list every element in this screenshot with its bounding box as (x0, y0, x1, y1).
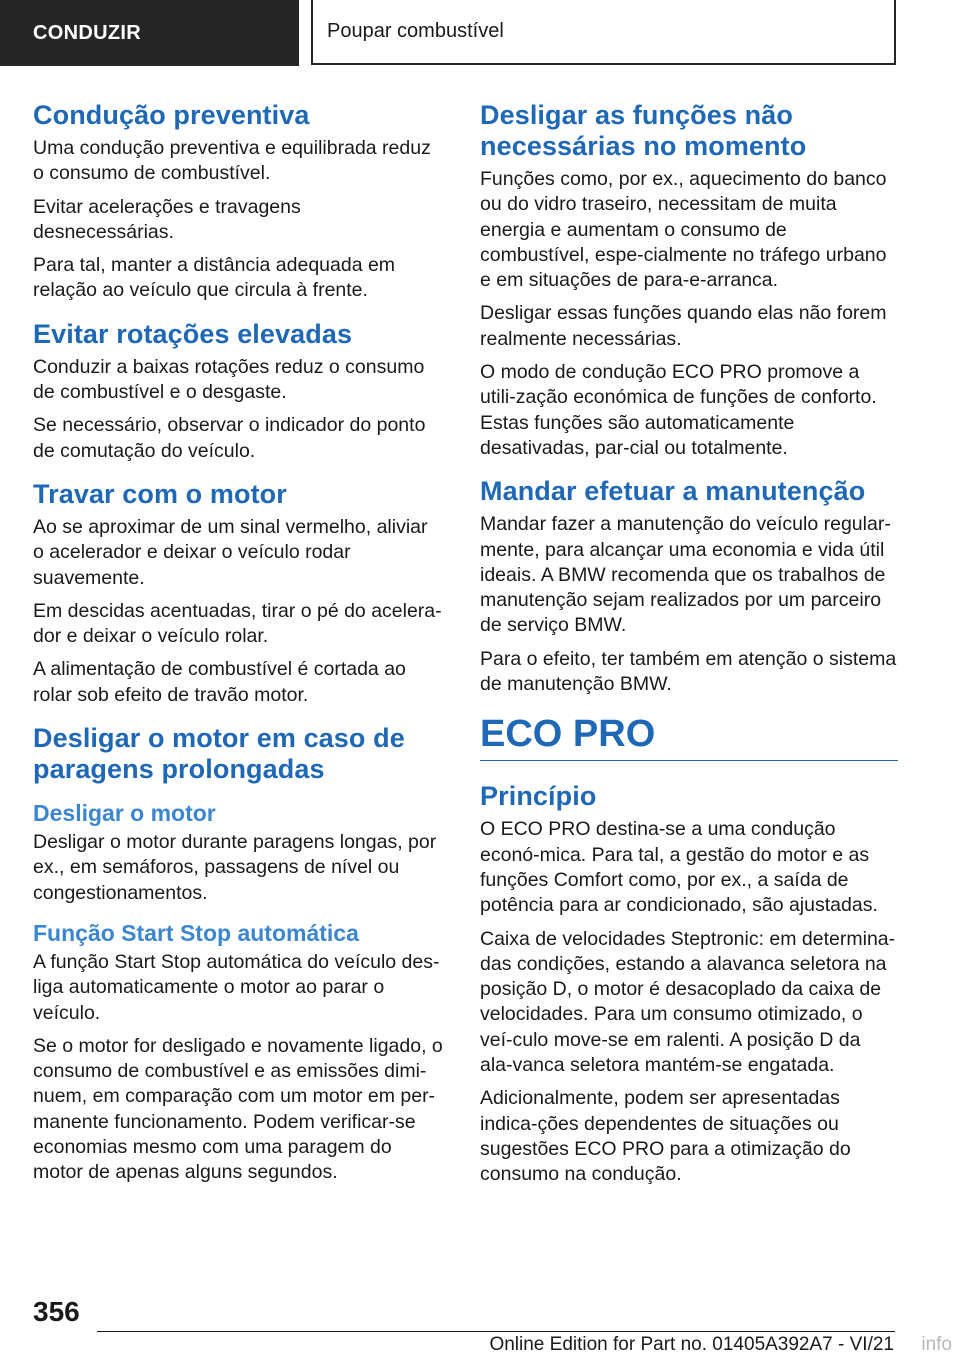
paragraph: A função Start Stop automática do veículo des-liga automaticamente o motor ao parar o veículo. (33, 950, 440, 1024)
paragraph: Uma condução preventiva e equilibrada reduz o consumo de combustível. (33, 137, 431, 185)
paragraph: Para o efeito, ter também em atenção o sistema de manutenção BMW. (480, 647, 897, 696)
section-engine-braking (33, 479, 443, 708)
section-title: Desligar o motor em caso de paragens prolongadas (33, 723, 405, 785)
chapter-heading-wrap (480, 712, 898, 761)
paragraph: O ECO PRO destina-se a uma condução econó-mica. Para tal, a gestão do motor e as funções Comfort como, por ex., a saída de potência para ar condicionado, são ajustadas. (480, 818, 878, 917)
section-principle (480, 781, 898, 1187)
paragraph: Adicionalmente, podem ser apresentadas indica-ções dependentes de situações ou sugestões ECO PRO para a otimização do consumo na condução. (480, 1087, 851, 1186)
subsection-title: Função Start Stop automática (33, 919, 359, 946)
paragraph: Conduzir a baixas rotações reduz o consumo de combustível e o desgaste. (33, 355, 425, 404)
chapter-header (311, 0, 896, 65)
paragraph: Caixa de velocidades Steptronic: em determina-das condições, estando a alavanca seletora na posição D, o motor é desacoplado da caixa de velocidades. Para um consumo otimizado, o veí-culo move-se em ralenti. A posição D da ala-vanca seletora mantém-se engatada. (480, 927, 896, 1077)
section-title: Travar com o motor (33, 478, 287, 509)
section-avoid-high-rpm (33, 319, 443, 464)
paragraph: Mandar fazer a manutenção do veículo regular-mente, para alcançar uma economia e vida útil ideais. A BMW recomenda que os trabalhos de manutenção sejam realizados por um parceiro de serviço BMW. (480, 513, 891, 637)
paragraph: Desligar essas funções quando elas não forem realmente necessárias. (480, 302, 887, 350)
paragraph: Em descidas acentuadas, tirar o pé do acelera-dor e deixar o veículo rolar. (33, 599, 442, 648)
paragraph: Se necessário, observar o indicador do ponto de comutação do veículo. (33, 414, 426, 462)
section-switch-off-engine (33, 723, 443, 1186)
paragraph: A alimentação de combustível é cortada ao rolar sob efeito de travão motor. (33, 658, 406, 706)
subsection-title: Desligar o motor (33, 800, 216, 827)
paragraph: Se o motor for desligado e novamente ligado, o consumo de combustível e as emissões dimi-nuem, em comparação com um motor em per-manente funcionamento. Podem verificar-se economias mesmo com uma paragem do motor de apenas alguns segundos. (33, 1034, 443, 1184)
section-switch-off-functions (480, 100, 898, 461)
section-title: Princípio (480, 781, 597, 812)
paragraph: Funções como, por ex., aquecimento do banco ou do vidro traseiro, necessitam de muita energia e aumentam o consumo de combustível, espe-cialmente no tráfego urbano e em situações de para-e-arranca. (480, 168, 887, 292)
subsection-switch-off-engine (33, 799, 443, 906)
right-column (480, 100, 898, 1203)
footer-divider (97, 1331, 895, 1332)
section-title: Evitar rotações elevadas (33, 318, 353, 349)
section-title: Condução preventiva (33, 100, 310, 130)
subsection-auto-start-stop (33, 919, 443, 1186)
paragraph: O modo de condução ECO PRO promove a utili-zação económica de funções de conforto. Estas funções são automaticamente desativadas, par-cial ou totalmente. (480, 361, 877, 459)
section-preventive-driving (33, 100, 443, 304)
paragraph: Para tal, manter a distância adequada em relação ao veículo que circula à frente. (33, 254, 396, 302)
section-tab (0, 0, 299, 66)
page-number: 356 (33, 1296, 80, 1327)
watermark: info (921, 1334, 952, 1355)
left-column (33, 100, 443, 1201)
paragraph: Ao se aproximar de um sinal vermelho, aliviar o acelerador e deixar o veículo rodar suavemente. (33, 515, 428, 589)
paragraph: Desligar o motor durante paragens longas, por ex., em semáforos, passagens de nível ou congestionamentos. (33, 831, 437, 904)
paragraph: Evitar acelerações e travagens desnecessárias. (33, 195, 301, 243)
chapter-title: Poupar combustível (327, 20, 504, 42)
edition-info: Online Edition for Part no. 01405A392A7 - VI/21 (489, 1334, 894, 1355)
section-tab-label: CONDUZIR (33, 21, 141, 44)
section-maintenance (480, 476, 898, 697)
section-title: Desligar as funções não necessárias no momento (480, 100, 807, 161)
chapter-heading: ECO PRO (480, 713, 656, 756)
section-title: Mandar efetuar a manutenção (480, 476, 866, 507)
